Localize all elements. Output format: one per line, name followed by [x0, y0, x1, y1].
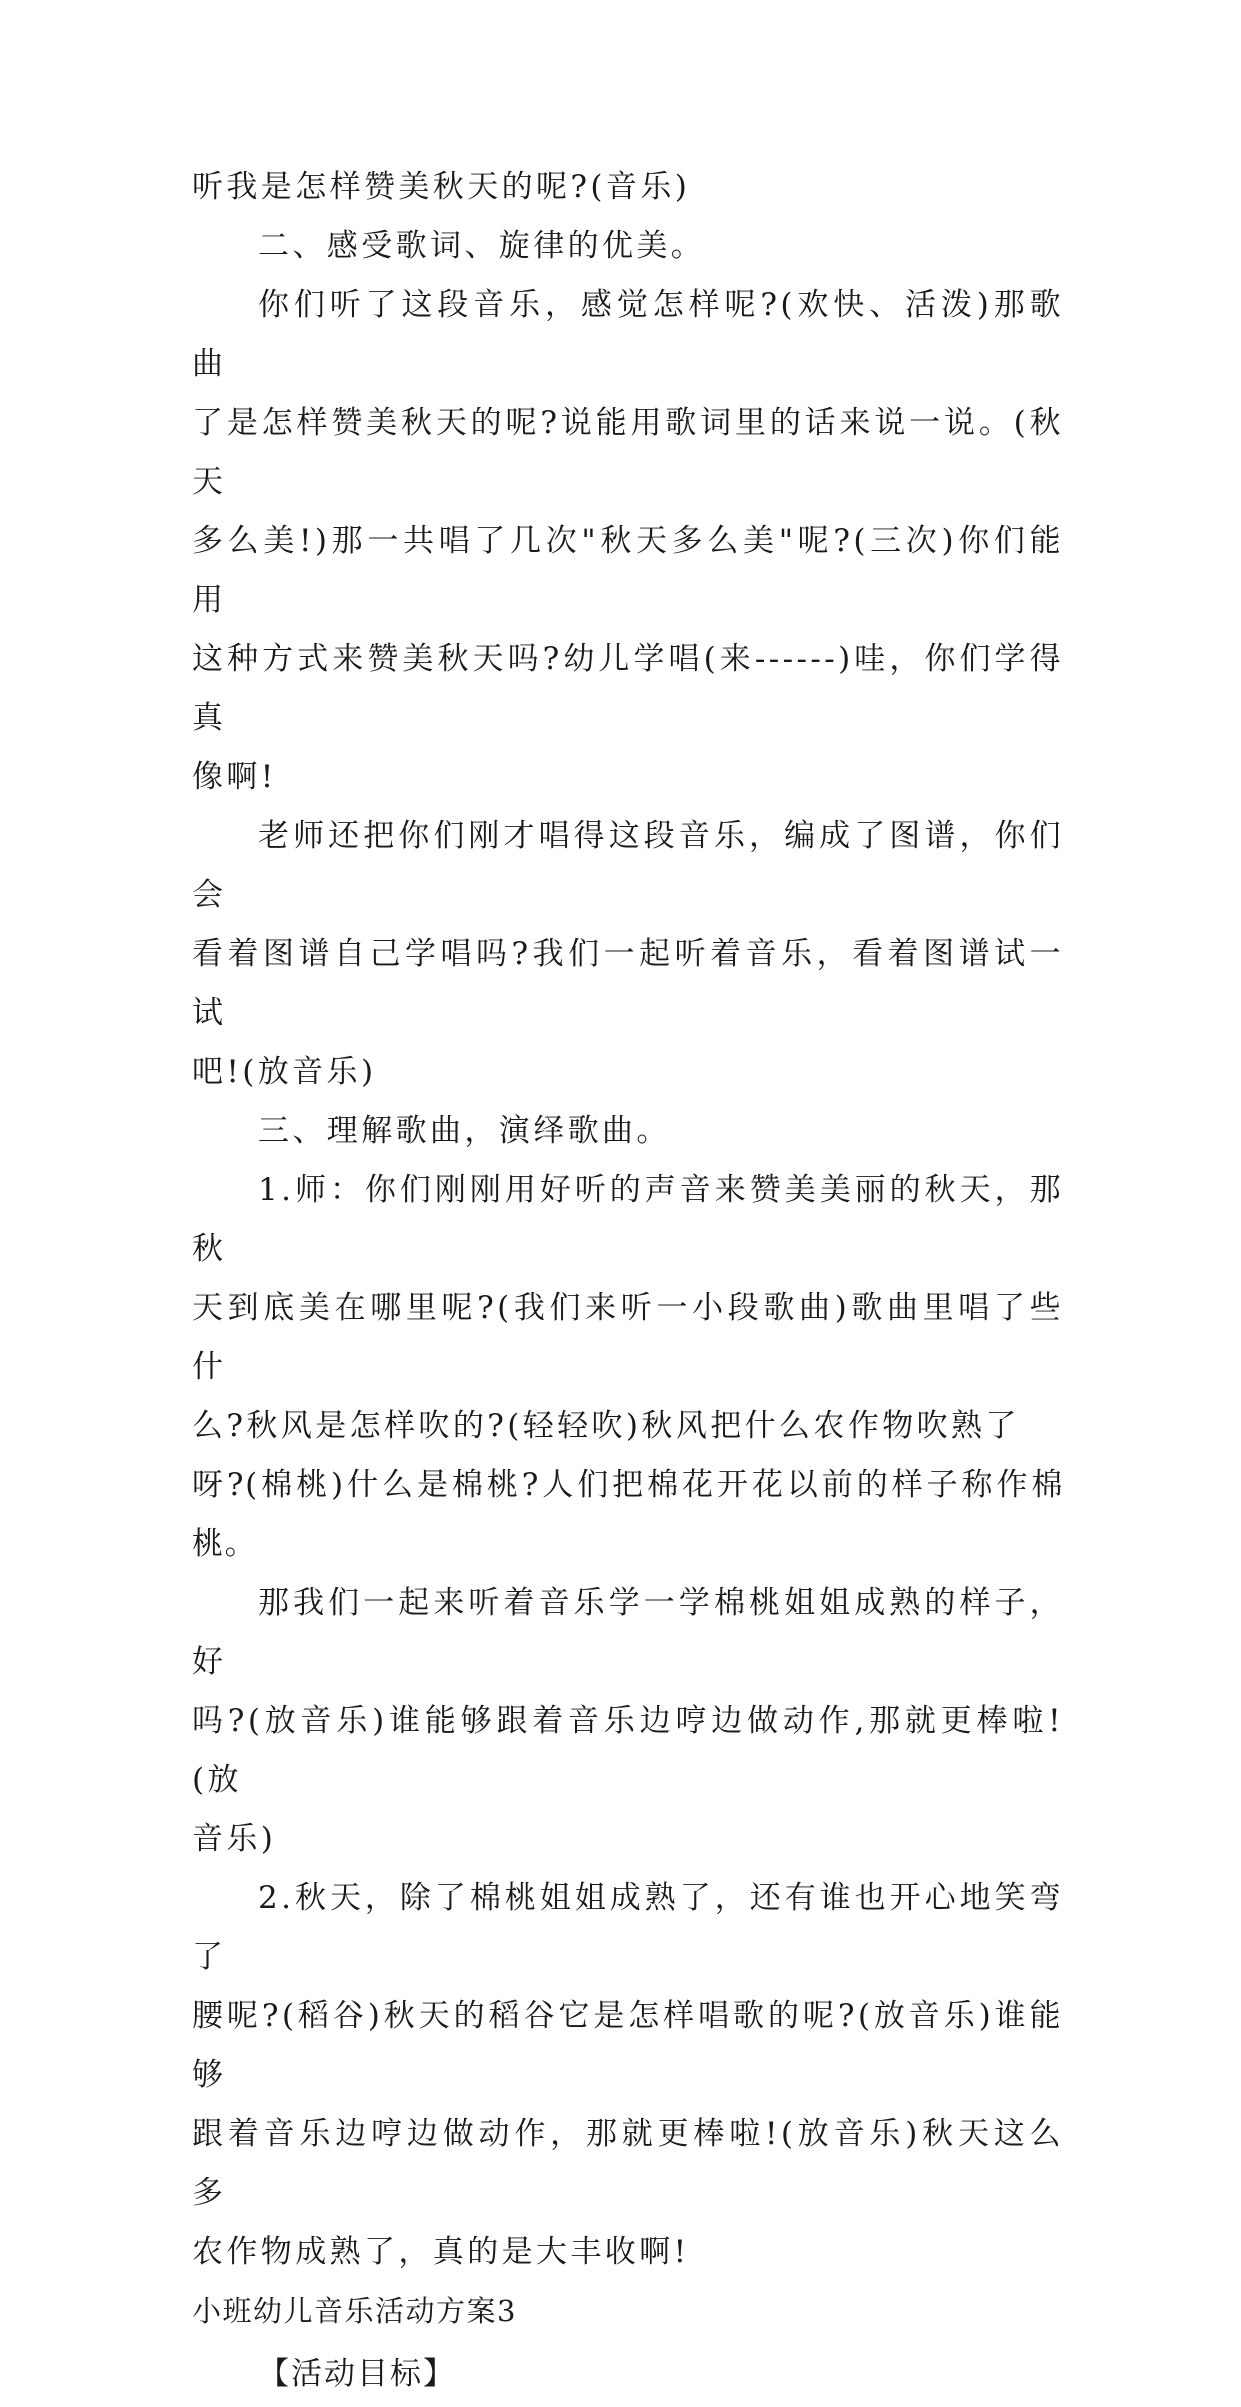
paragraph-step-one — [192, 1161, 1064, 1574]
text-line: 二、感受歌词、旋律的优美。 — [258, 228, 706, 264]
section-heading-two — [192, 217, 1064, 276]
text-line: 听我是怎样赞美秋天的呢?(音乐) — [192, 169, 691, 205]
text-line: 了是怎样赞美秋天的呢?说能用歌词里的话来说一说。(秋天 — [192, 405, 1064, 500]
text-line: 这种方式来赞美秋天吗?幼儿学唱(来------)哇，你们学得真 — [192, 641, 1064, 736]
text-line: 三、理解歌曲，演绎歌曲。 — [258, 1113, 671, 1149]
paragraph-score-chart — [192, 807, 1064, 1102]
section-title: 小班幼儿音乐活动方案3 — [192, 2294, 517, 2328]
text-line: 么?秋风是怎样吹的?(轻轻吹)秋风把什么农作物吹熟了 — [192, 1408, 1020, 1444]
paragraph-cotton-boll — [192, 1574, 1064, 1869]
text-line: 呀?(棉桃)什么是棉桃?人们把棉花开花以前的样子称作棉桃。 — [192, 1467, 1064, 1562]
text-line: 你们听了这段音乐，感觉怎样呢?(欢快、活泼)那歌曲 — [192, 287, 1064, 382]
paragraph-step-two — [192, 1869, 1064, 2282]
text-line: 老师还把你们刚才唱得这段音乐，编成了图谱，你们会 — [192, 818, 1064, 913]
text-line: 吧!(放音乐) — [192, 1054, 377, 1090]
text-line: 音乐) — [192, 1821, 277, 1857]
text-line: 腰呢?(稻谷)秋天的稻谷它是怎样唱歌的呢?(放音乐)谁能够 — [192, 1998, 1064, 2093]
text-line: 农作物成熟了，真的是大丰收啊! — [192, 2234, 690, 2270]
text-line: 跟着音乐边哼边做动作，那就更棒啦!(放音乐)秋天这么多 — [192, 2116, 1064, 2211]
text-line: 吗?(放音乐)谁能够跟着音乐边哼边做动作,那就更棒啦!(放 — [192, 1703, 1064, 1798]
text-line: 看着图谱自己学唱吗?我们一起听着音乐，看着图谱试一试 — [192, 936, 1064, 1031]
paragraph-intro — [192, 158, 1064, 217]
text-line: 天到底美在哪里呢?(我们来听一小段歌曲)歌曲里唱了些什 — [192, 1290, 1064, 1385]
text-line: 2.秋天，除了棉桃姐姐成熟了，还有谁也开心地笑弯了 — [192, 1880, 1064, 1975]
text-line: 像啊! — [192, 759, 277, 795]
activity-goals-heading: 【活动目标】 — [258, 2356, 456, 2392]
text-line: 那我们一起来听着音乐学一学棉桃姐姐成熟的样子，好 — [192, 1585, 1064, 1680]
paragraph-listen-feel — [192, 276, 1064, 807]
section-heading-three — [192, 1102, 1064, 1161]
text-line: 1.师：你们刚刚用好听的声音来赞美美丽的秋天，那秋 — [192, 1172, 1064, 1267]
document-page — [192, 158, 1064, 2407]
text-line: 多么美!)那一共唱了几次"秋天多么美"呢?(三次)你们能用 — [192, 523, 1064, 618]
